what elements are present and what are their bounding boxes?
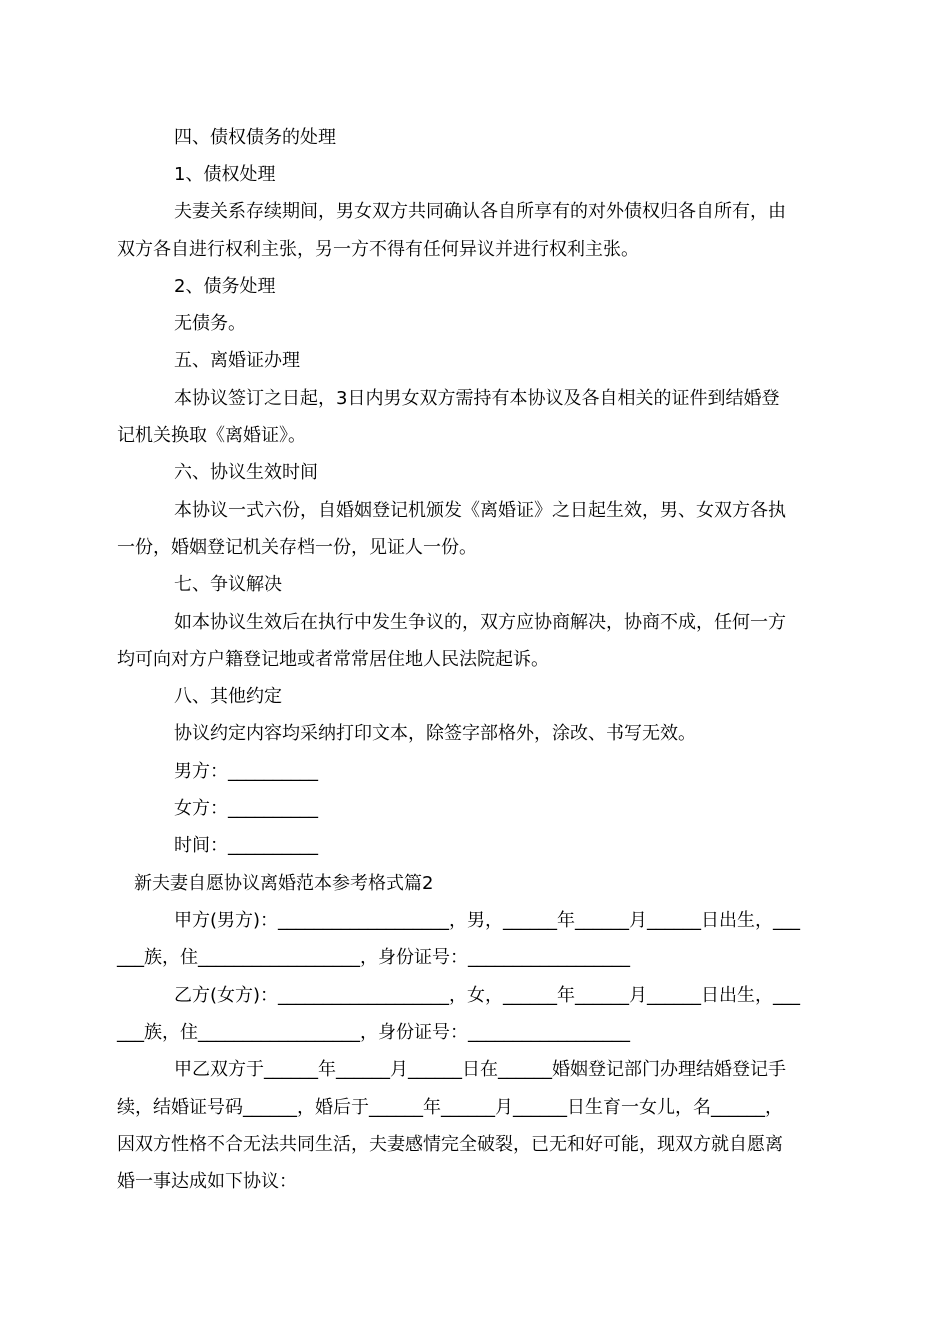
- paragraph-line: 夫妻关系存续期间，男女双方共同确认各自所享有的对外债权归各自所有，由: [174, 201, 786, 222]
- paragraph-line: 均可向对方户籍登记地或者常常居住地人民法院起诉。: [117, 649, 549, 670]
- paragraph-line: 本协议一式六份，自婚姻登记机颁发《离婚证》之日起生效，男、女双方各执: [174, 500, 786, 521]
- paragraph-line: 一份，婚姻登记机关存档一份，见证人一份。: [117, 537, 477, 558]
- section-heading-other: 八、其他约定: [174, 686, 282, 707]
- section-heading-certificate: 五、离婚证办理: [174, 350, 300, 371]
- paragraph-line: 甲乙双方于______年______月______日在______婚姻登记部门办理结婚登记手: [174, 1059, 786, 1080]
- paragraph-line: 如本协议生效后在执行中发生争议的，双方应协商解决，协商不成，任何一方: [174, 612, 786, 633]
- paragraph-line: 协议约定内容均采纳打印文本，除签字部格外，涂改、书写无效。: [174, 723, 696, 744]
- paragraph-line: 双方各自进行权利主张，另一方不得有任何异议并进行权利主张。: [117, 239, 639, 260]
- paragraph-line: 婚一事达成如下协议：: [117, 1171, 297, 1192]
- paragraph-line: 记机关换取《离婚证》。: [117, 425, 306, 446]
- paragraph-line: 本协议签订之日起，3日内男女双方需持有本协议及各自相关的证件到结婚登: [174, 388, 780, 409]
- subheading-debts: 2、债务处理: [174, 276, 276, 297]
- signature-line-man: 男方：__________: [174, 761, 318, 782]
- paragraph-line: 无债务。: [174, 313, 246, 334]
- party-b-line-cont: ___族，住__________________，身份证号：__________________: [117, 1022, 630, 1043]
- signature-line-date: 时间：__________: [174, 835, 318, 856]
- paragraph-line: 因双方性格不合无法共同生活，夫妻感情完全破裂，已无和好可能，现双方就自愿离: [117, 1134, 783, 1155]
- section-heading-effective: 六、协议生效时间: [174, 462, 318, 483]
- document-title: 新夫妻自愿协议离婚范本参考格式篇2: [134, 873, 434, 894]
- paragraph-line: 续，结婚证号码______，婚后于______年______月______日生育一女儿，名______，: [117, 1097, 783, 1118]
- party-a-line-cont: ___族，住__________________，身份证号：__________________: [117, 947, 630, 968]
- signature-line-woman: 女方：__________: [174, 798, 318, 819]
- section-heading-disputes: 七、争议解决: [174, 574, 282, 595]
- party-a-line: 甲方(男方)：___________________，男，______年______月______日出生，___: [174, 910, 801, 931]
- party-b-line: 乙方(女方)：___________________，女，______年______月______日出生，___: [174, 985, 801, 1006]
- section-heading-debts: 四、债权债务的处理: [174, 127, 336, 148]
- subheading-claims: 1、债权处理: [174, 164, 276, 185]
